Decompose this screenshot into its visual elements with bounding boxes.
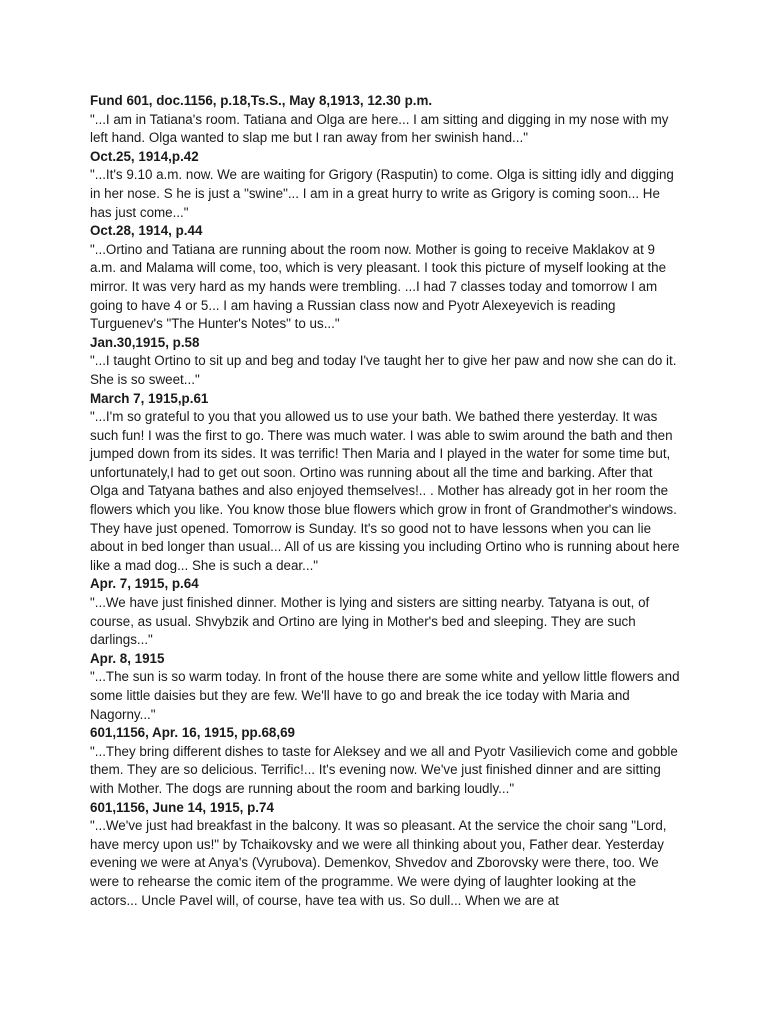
entry-text: "...I am in Tatiana's room. Tatiana and Olga are here... I am sitting and digging in my nose with my left hand. Olga wanted to slap me but I ran away from her swinish hand...": [90, 111, 669, 146]
diary-entry: [90, 724, 680, 798]
entry-text: "...Ortino and Tatiana are running about the room now. Mother is going to receive Maklakov at 9 a.m. and Malama will come, too, which is very pleasant. I took this picture of myself looking at the mirror. It was very hard as my hands were trembling. ...I had 7 classes today and tomorrow I am going to have 4 or 5... I am having a Russian class now and Pyotr Alexeyevich is reading Turguenev's "The Hunter's Notes" to us...": [90, 241, 667, 332]
entry-heading: 601,1156, June 14, 1915, p.74: [90, 799, 274, 815]
entry-heading: Fund 601, doc.1156, p.18,Ts.S., May 8,1913, 12.30 p.m.: [90, 93, 433, 108]
diary-entry: [90, 148, 680, 222]
entry-heading: 601,1156, Apr. 16, 1915, pp.68,69: [90, 725, 295, 741]
entry-text: "...We have just finished dinner. Mother is lying and sisters are sitting nearby. Tatyana is out, of course, as usual. Shvybzik and Ortino are lying in Mother's bed and sleeping. They are such darlings...": [90, 595, 650, 648]
document-page: [90, 92, 680, 910]
diary-entry: [90, 390, 680, 576]
entry-text: "...They bring different dishes to taste for Aleksey and we all and Pyotr Vasilievich come and gobble them. They are so delicious. Terrific!... It's evening now. We've just finished dinner and are sitting with Mother. The dogs are running about the room and barking loudly...": [90, 743, 678, 796]
diary-entry: [90, 575, 680, 649]
entry-text: "...We've just had breakfast in the balcony. It was so pleasant. At the service the choir sang "Lord, have mercy upon us!" by Tchaikovsky and we were all thinking about you, Father dear. Yesterday evening we were at Anya's (Vyrubova). Demenkov, Shvedov and Zborovsky were there, too. We were to rehearse the comic item of the programme. We were dying of laughter looking at the actors... Uncle Pavel will, of course, have tea with us. So dull... When we are at: [90, 818, 667, 908]
entry-heading: Oct.25, 1914,p.42: [90, 148, 199, 164]
entry-heading: Apr. 7, 1915, p.64: [90, 576, 199, 592]
entry-heading: Apr. 8, 1915: [90, 650, 165, 666]
diary-entry: [90, 222, 680, 334]
entry-text: "...I'm so grateful to you that you allowed us to use your bath. We bathed there yesterday. It was such fun! I was the first to go. There was much water. I was able to swim around the bath and then jumped down from its sides. It was terrific! Then Maria and I played in the water for some time but, unfortunately,I had to get out soon. Ortino was running about all the time and barking. After that Olga and Tatyana bathes and also enjoyed themselves!.. . Mother has already got in her room the flowers which you like. You know those blue flowers which grow in front of Grandmother's windows. They have just opened. Tomorrow is Sunday. It's so good not to have lessons when you can lie about in bed longer than usual... All of us are kissing you including Ortino who is running about here like a mad dog... She is such a dear...": [90, 409, 680, 573]
diary-entry: [90, 334, 680, 390]
diary-entry: [90, 799, 680, 911]
entry-text: "...The sun is so warm today. In front of the house there are some white and yellow little flowers and some little daisies but they are few. We'll have to go and break the ice today with Maria and Nagorny...": [90, 669, 680, 722]
diary-entry: [90, 650, 680, 724]
diary-entry: [90, 92, 680, 148]
entry-text: "...I taught Ortino to sit up and beg and today I've taught her to give her paw and now she can do it. She is so sweet...": [90, 353, 677, 387]
entry-heading: Oct.28, 1914, p.44: [90, 223, 203, 239]
entry-text: "...It's 9.10 a.m. now. We are waiting for Grigory (Rasputin) to come. Olga is sitting idly and digging in her nose. S he is just a "swine"... I am in a great hurry to write as Grigory is coming soon... He has just come...": [90, 167, 674, 220]
entry-heading: Jan.30,1915, p.58: [90, 334, 200, 350]
entry-heading: March 7, 1915,p.61: [90, 390, 209, 406]
